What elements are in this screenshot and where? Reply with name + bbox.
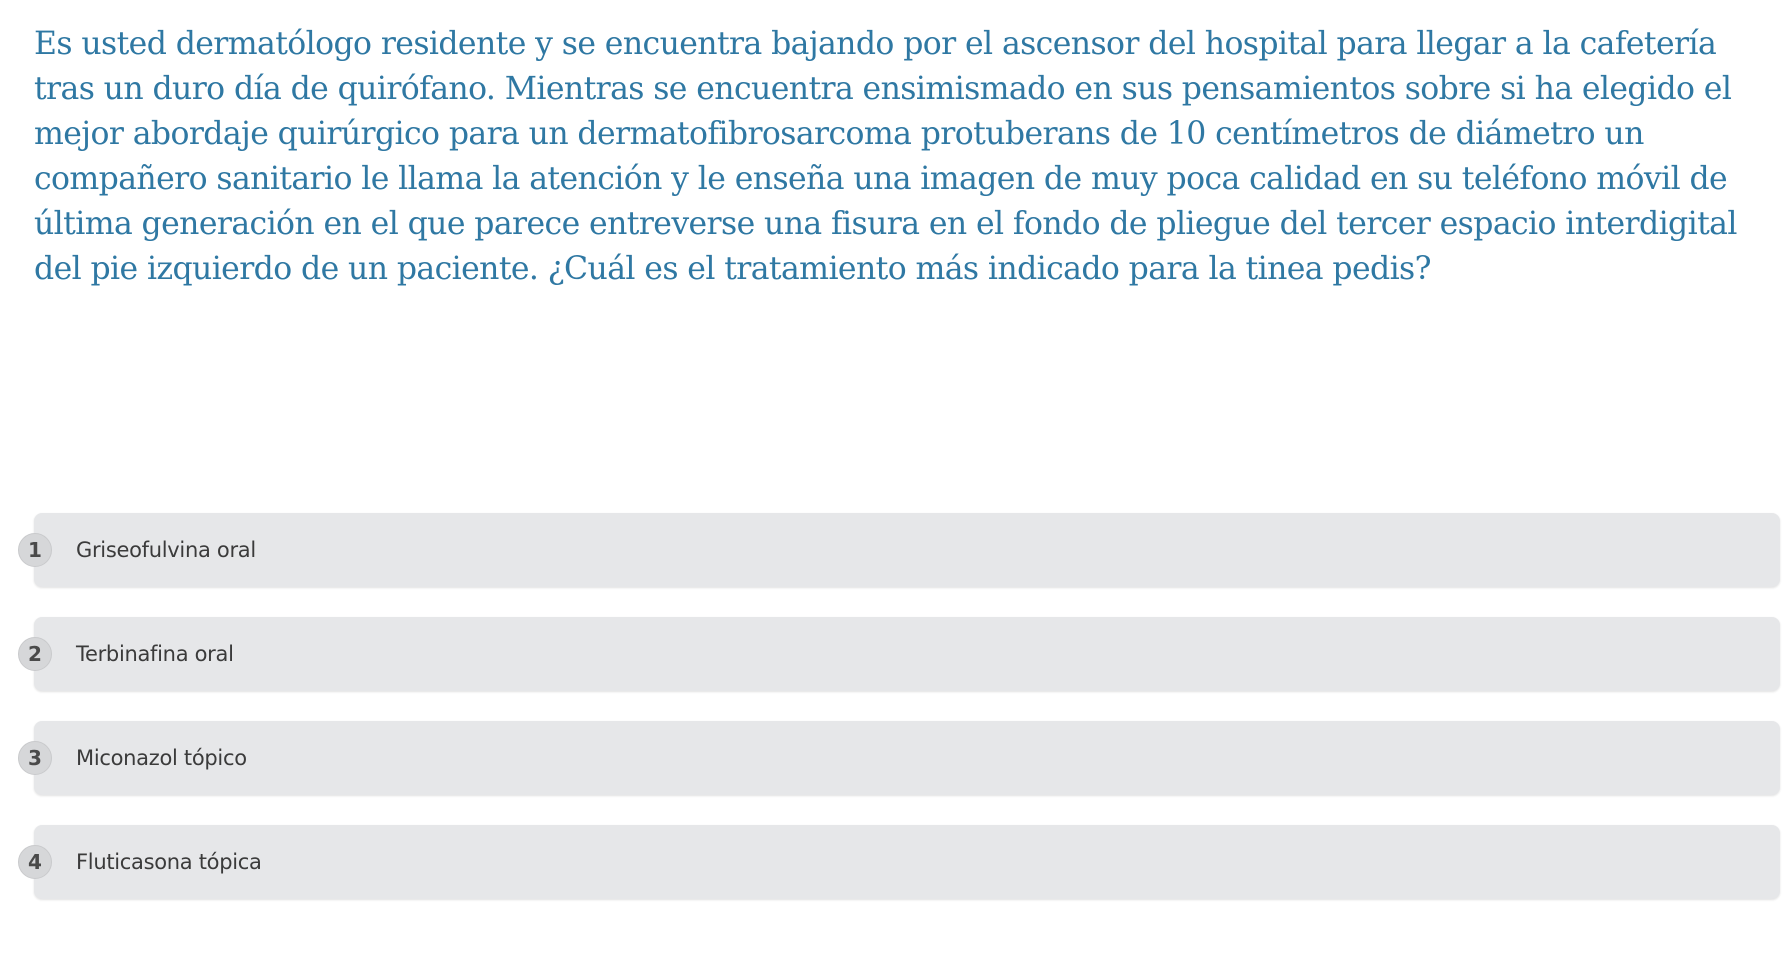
question-text: Es usted dermatólogo residente y se encuentra bajando por el ascensor del hospital para llegar a la cafetería tras un duro día de quirófano. Mientras se encuentra ensimismado en sus pensamientos sobre si ha elegido el mejor abordaje quirúrgico para un dermatofibrosarcoma protuberans de 10 centímetros de diámetro un compañero sanitario le llama la atención y le enseña una imagen de muy poca calidad en su teléfono móvil de última generación en el que parece entreverse una fisura en el fondo de pliegue del tercer espacio interdigital del pie izquierdo de un paciente. ¿Cuál es el tratamiento más indicado para la tinea pedis?: [34, 26, 1737, 287]
answer-option-3[interactable]: [18, 721, 1780, 795]
option-number-badge: 2: [18, 637, 52, 671]
option-label: Griseofulvina oral: [76, 538, 256, 562]
answer-option-4[interactable]: [18, 825, 1780, 899]
option-number-badge: 3: [18, 741, 52, 775]
answer-option-box[interactable]: [34, 825, 1780, 899]
answer-option-2[interactable]: [18, 617, 1780, 691]
option-number-badge: 1: [18, 533, 52, 567]
answer-option-box[interactable]: [34, 721, 1780, 795]
answer-option-box[interactable]: [34, 617, 1780, 691]
option-label: Fluticasona tópica: [76, 850, 262, 874]
option-label: Terbinafina oral: [76, 642, 234, 666]
answer-options: [18, 513, 1780, 929]
option-number-badge: 4: [18, 845, 52, 879]
answer-option-1[interactable]: [18, 513, 1780, 587]
option-label: Miconazol tópico: [76, 746, 247, 770]
answer-option-box[interactable]: [34, 513, 1780, 587]
